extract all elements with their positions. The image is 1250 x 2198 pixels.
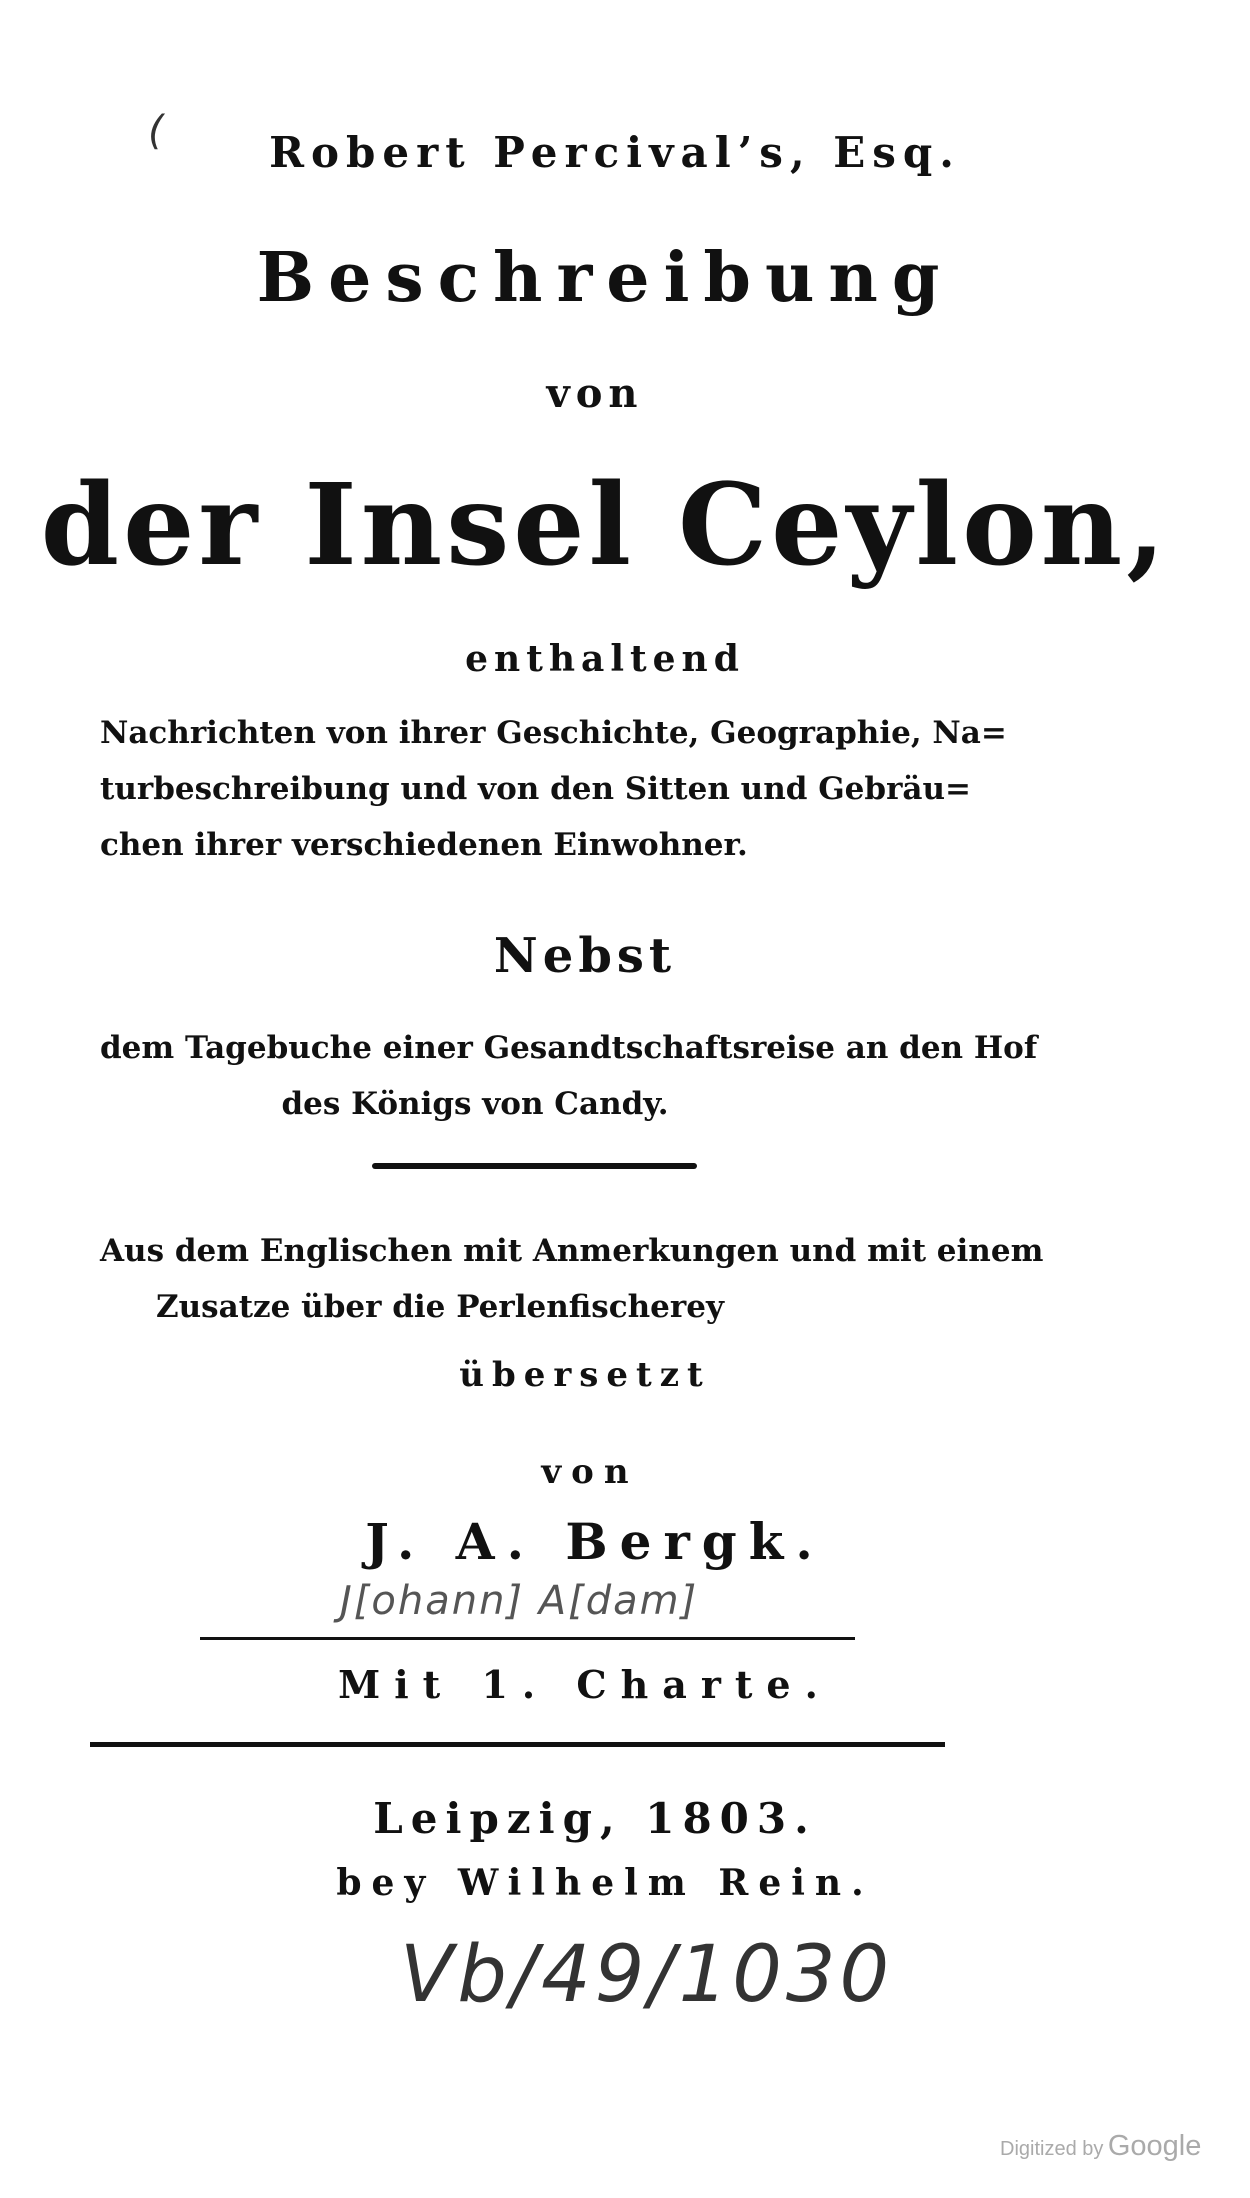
publisher-line: bey Wilhelm Rein. [336,1862,874,1904]
handwritten-shelfmark: Vb/49/1030 [400,1930,894,2020]
translation-line: Zusatze über die Perlenfischerey [156,1289,724,1325]
description-line: Nachrichten von ihrer Geschichte, Geographie, Na= [100,715,1007,751]
translator-name: J. A. Bergk. [365,1512,825,1571]
digitized-watermark [1000,2130,1201,2163]
diary-paragraph [100,1020,1038,1132]
map-note: Mit 1. Charte. [338,1662,832,1707]
enthaltend-line: enthaltend [465,638,745,680]
translation-line: Aus dem Englischen mit Anmerkungen und mit einem [100,1233,1044,1269]
diary-line: des Königs von Candy. [281,1086,669,1122]
uebersetzt-line: übersetzt [459,1355,711,1395]
handwritten-name-annotation: J[ohann] A[dam] [340,1578,699,1624]
diary-line: dem Tagebuche einer Gesandtschaftsreise an den Hof [100,1030,1038,1066]
description-line: turbeschreibung und von den Sitten und Gebräu= [100,771,972,807]
watermark-brand: Google [1107,2130,1202,2162]
watermark-prefix: Digitized by [1000,2138,1104,2160]
divider-rule-bottom [90,1742,945,1747]
place-year: Leipzig, 1803. [373,1794,817,1843]
title-heading: Beschreibung [256,238,954,318]
ornamental-rule [372,1163,697,1169]
von-line: von [546,370,644,417]
description-paragraph [100,705,1007,873]
nebst-line: Nebst [493,928,677,984]
title-main: der Insel Ceylon, [40,460,1170,591]
translation-paragraph [100,1223,1044,1335]
handwritten-margin-mark: ( [148,108,164,154]
description-line: chen ihrer verschiedenen Einwohner. [100,827,748,863]
author-line: Robert Percival’s, Esq. [269,128,961,177]
von-line-2: von [541,1452,639,1492]
divider-rule [200,1637,855,1640]
